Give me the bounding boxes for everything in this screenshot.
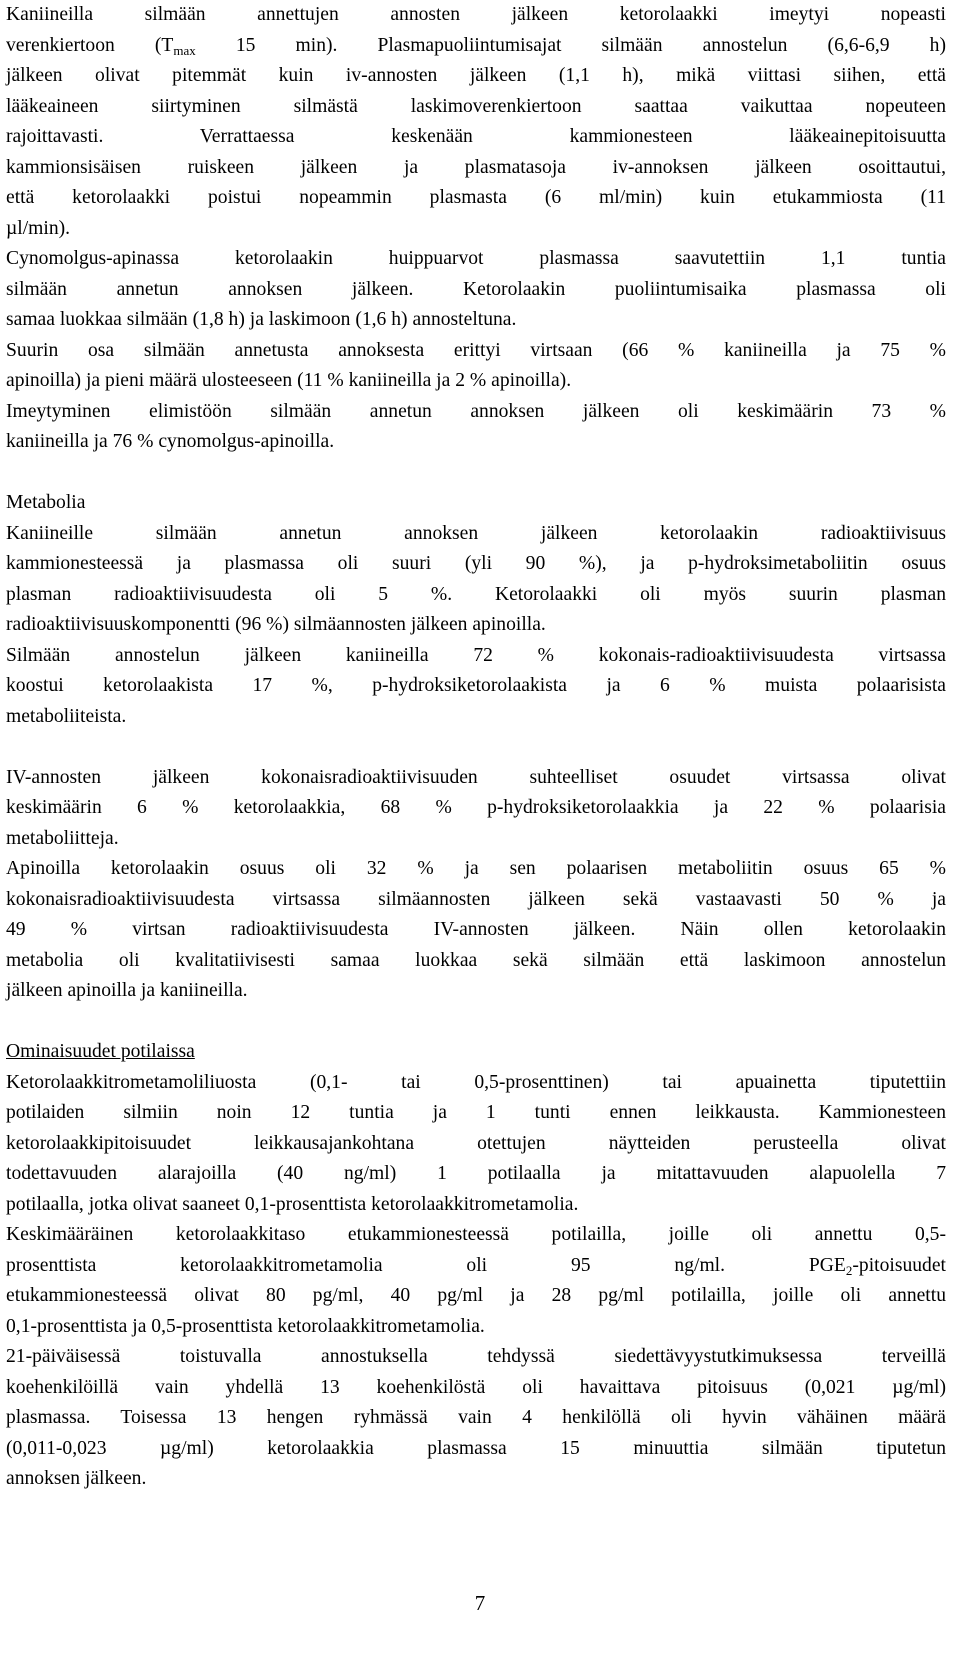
text-line: µl/min). [6,217,71,239]
text-line: keskimäärin 6 % ketorolaakkia, 68 % p-hydroksiketorolaakkia ja 22 % polaarisia [6,797,946,818]
subscript-2: 2 [845,1262,853,1278]
text-line: kaniineilla ja 76 % cynomolgus-apinoilla. [6,431,335,452]
text-line: prosenttista ketorolaakkitrometamolia oli 95 ng/ml. $PGE_2$-pitoisuudet [6,1254,946,1278]
section-heading: Ominaisuudet potilaissa [6,1041,195,1062]
text-line: metaboliitteja. [6,827,119,849]
section-metabolia [6,488,946,732]
text-line: apinoilla) ja pieni määrä ulosteeseen (11 % kaniineilla ja 2 % apinoilla). [6,370,572,391]
text-line: Ketorolaakkitrometamoliliuosta (0,1- tai 0,5-prosenttinen) tai apuainetta tiputettiin [6,1071,946,1093]
text-line: silmään annetun annoksen jälkeen. Ketorolaakin puoliintumisaika plasmassa oli [6,278,946,300]
page-number: 7 [474,1591,486,1615]
text-line: verenkiertoon ($T_{max}$ 15 min). Plasmapuoliintumisajat silmään annostelun (6,6-6,9 h) [6,34,946,58]
text-line: Kaniineille silmään annetun annoksen jälkeen ketorolaakin radioaktiivisuus [6,522,946,544]
text-line: rajoittavasti. Verrattaessa keskenään kammionesteen lääkeainepitoisuutta [6,126,946,147]
text-line: Silmään annostelun jälkeen kaniineilla 72 % kokonais-radioaktiivisuudesta virtsassa [6,644,946,666]
paragraph-cynomolgus [6,244,946,336]
paragraph-excretion [6,336,946,397]
text-line: potilaiden silmiin noin 12 tuntia ja 1 tunti ennen leikkausta. Kammionesteen [6,1102,946,1123]
text-line: Suurin osa silmään annetusta annoksesta erittyi virtsaan (66 % kaniineilla ja 75 % [6,339,946,361]
text-line: IV-annosten jälkeen kokonaisradioaktiivisuuden suhteelliset osuudet virtsassa olivat [6,766,946,788]
paragraph-systemic-absorption [6,397,946,458]
text-line: ketorolaakkipitoisuudet leikkausajankohtana otettujen näytteiden perusteella olivat [6,1132,946,1154]
text-line: jälkeen olivat pitemmät kuin iv-annosten jälkeen (1,1 h), mikä viittasi siihen, että [6,65,946,86]
text-line: annoksen jälkeen. [6,1468,147,1489]
section-ominaisuudet-potilaissa [6,1037,946,1495]
text-line: koehenkilöillä vain yhdellä 13 koehenkilöstä oli havaittava pitoisuus (0,021 µg/ml) [6,1376,946,1398]
subscript-max: max [173,42,196,58]
text-line: 21-päiväisessä toistuvalla annostuksella tehdyssä siedettävyystutkimuksessa terveillä [6,1346,946,1367]
text-line: Keskimääräinen ketorolaakkitaso etukammionesteessä potilailla, joille oli annettu 0,5- [6,1224,946,1245]
text-line: jälkeen apinoilla ja kaniineilla. [6,980,248,1001]
section-heading: Metabolia [6,492,86,513]
paragraph-absorption [6,0,946,244]
text-line: etukammionesteessä olivat 80 pg/ml, 40 pg/ml ja 28 pg/ml potilailla, joille oli annettu [6,1285,946,1306]
text-line: plasman radioaktiivisuudesta oli 5 %. Ketorolaakki oli myös suurin plasman [6,583,946,605]
text-line: samaa luokkaa silmään (1,8 h) ja laskimoon (1,6 h) annosteltuna. [6,309,517,330]
text-line: 0,1-prosenttista ja 0,5-prosenttista ketorolaakkitrometamolia. [6,1315,485,1337]
text-line: metabolia oli kvalitatiivisesti samaa luokkaa sekä silmään että laskimoon annostelun [6,949,946,971]
text-line: että ketorolaakki poistui nopeammin plasmasta (6 ml/min) kuin etukammiosta (11 [6,187,946,208]
spacer [6,1007,946,1038]
text-line: kokonaisradioaktiivisuudesta virtsassa silmäannosten jälkeen sekä vastaavasti 50 % ja [6,888,946,910]
text-line: kammionesteessä ja plasmassa oli suuri (yli 90 %), ja p-hydroksimetaboliitin osuus [6,553,946,574]
text-line: Apinoilla ketorolaakin osuus oli 32 % ja sen polaarisen metaboliitin osuus 65 % [6,858,946,879]
text-line: 49 % virtsan radioaktiivisuudesta IV-annosten jälkeen. Näin ollen ketorolaakin [6,919,946,940]
text-line: potilaalla, jotka olivat saaneet 0,1-prosenttista ketorolaakkitrometamolia. [6,1193,579,1215]
document-page [6,0,946,1495]
text-line: metaboliiteista. [6,705,127,727]
spacer [6,732,946,763]
text-line: Imeytyminen elimistöön silmään annetun annoksen jälkeen oli keskimäärin 73 % [6,400,946,422]
section-iv-annostelu [6,763,946,1007]
text-line: Cynomolgus-apinassa ketorolaakin huippuarvot plasmassa saavutettiin 1,1 tuntia [6,248,946,269]
text-line: todettavuuden alarajoilla (40 ng/ml) 1 potilaalla ja mitattavuuden alapuolella 7 [6,1163,946,1184]
text-line: koostui ketorolaakista 17 %, p-hydroksiketorolaakista ja 6 % muista polaarisista [6,675,946,696]
text-line: Kaniineilla silmään annettujen annosten jälkeen ketorolaakki imeytyi nopeasti [6,4,946,25]
spacer [6,458,946,489]
text-line: (0,011-0,023 µg/ml) ketorolaakkia plasmassa 15 minuuttia silmään tiputetun [6,1437,946,1459]
text-line: radioaktiivisuuskomponentti (96 %) silmäannosten jälkeen apinoilla. [6,614,546,635]
text-line: plasmassa. Toisessa 13 hengen ryhmässä vain 4 henkilöllä oli hyvin vähäinen määrä [6,1407,946,1428]
text-line: kammionsisäisen ruiskeen jälkeen ja plasmatasoja iv-annoksen jälkeen osoittautui, [6,156,946,178]
text-line: lääkeaineen siirtyminen silmästä laskimoverenkiertoon saattaa vaikuttaa nopeuteen [6,95,946,117]
